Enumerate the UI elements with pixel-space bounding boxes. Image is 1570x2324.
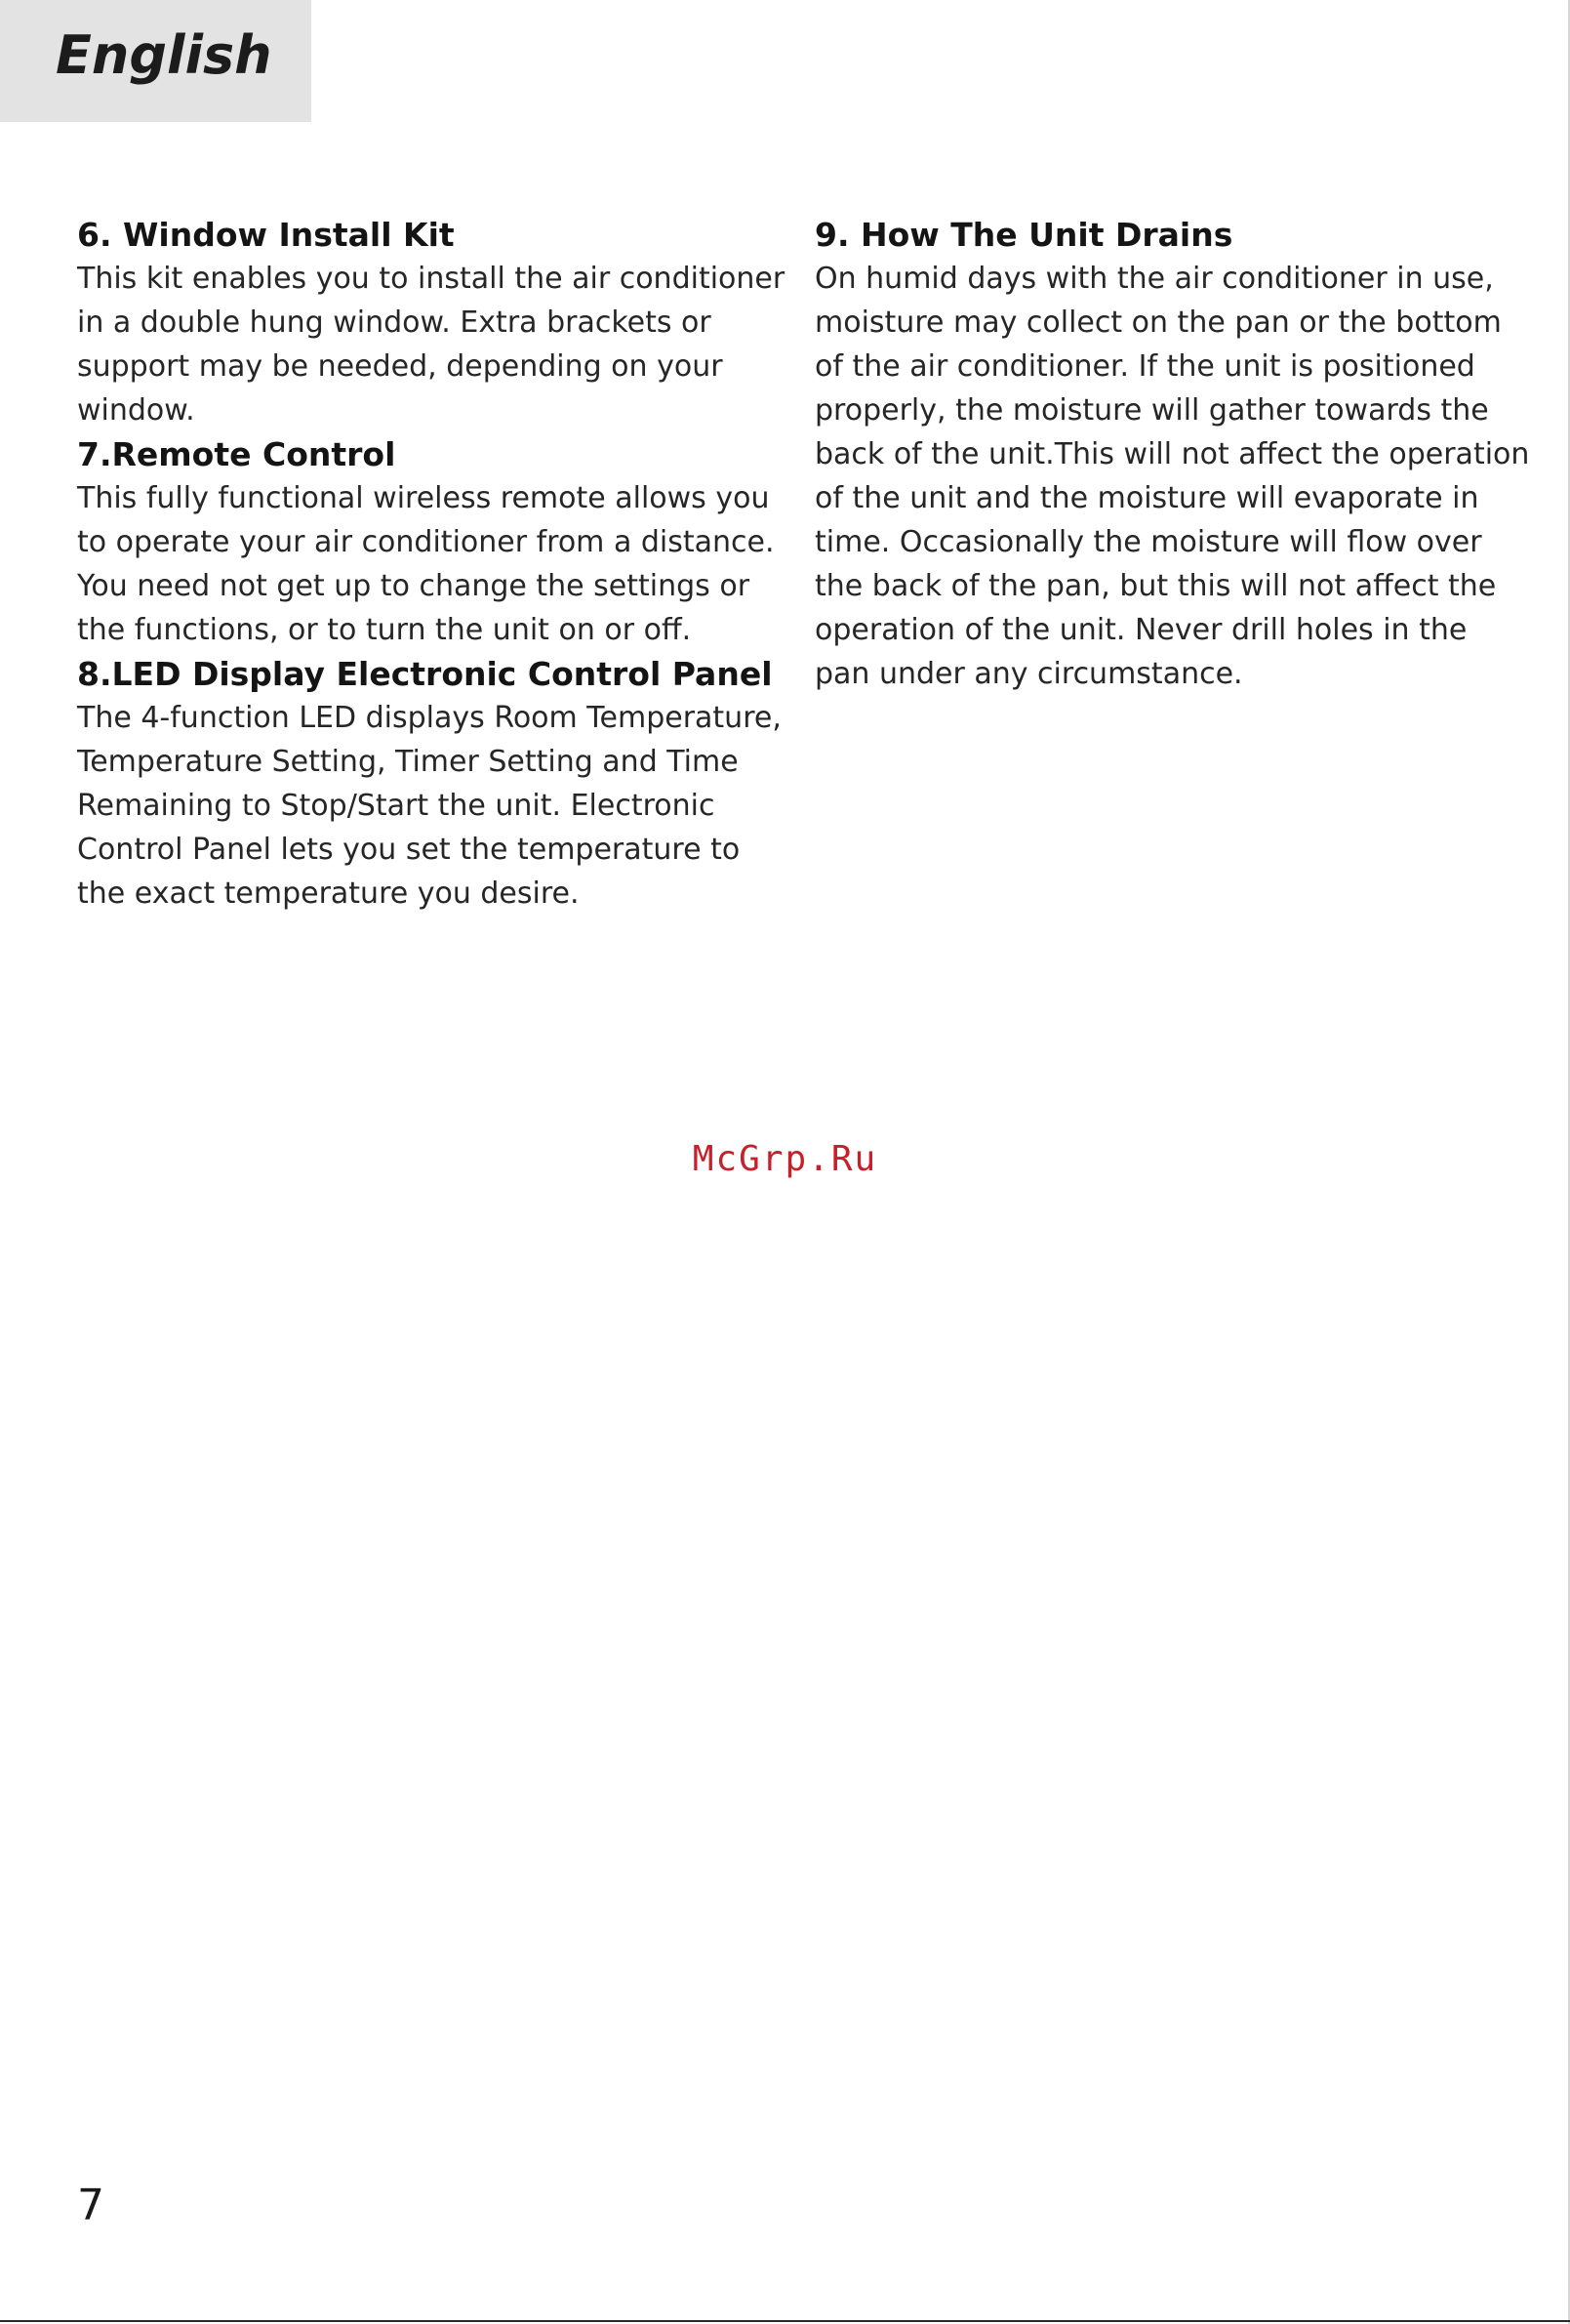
body-line: in a double hung window. Extra brackets or xyxy=(77,306,711,340)
language-tab xyxy=(0,0,311,122)
page-number: 7 xyxy=(77,2181,104,2230)
section-body xyxy=(77,476,775,652)
body-line: properly, the moisture will gather towards the xyxy=(815,393,1489,428)
body-line: On humid days with the air conditioner in use, xyxy=(815,262,1494,296)
section-led-control-panel xyxy=(77,652,782,916)
section-heading: 8.LED Display Electronic Control Panel xyxy=(77,655,773,693)
body-line: You need not get up to change the settings or xyxy=(77,569,750,603)
body-line: The 4-function LED displays Room Temperature, xyxy=(77,701,782,735)
body-line: moisture may collect on the pan or the bottom xyxy=(815,306,1502,340)
body-line: window. xyxy=(77,393,195,428)
body-line: the functions, or to turn the unit on or off. xyxy=(77,613,692,647)
body-line: operation of the unit. Never drill holes in the xyxy=(815,613,1468,647)
body-line: of the air conditioner. If the unit is positioned xyxy=(815,349,1475,384)
body-line: pan under any circumstance. xyxy=(815,657,1243,691)
section-body xyxy=(77,257,785,432)
body-line: to operate your air conditioner from a distance. xyxy=(77,525,775,559)
body-line: Remaining to Stop/Start the unit. Electronic xyxy=(77,789,715,823)
left-column xyxy=(77,213,785,916)
body-line: of the unit and the moisture will evaporate in xyxy=(815,481,1479,515)
body-line: This kit enables you to install the air conditioner xyxy=(77,262,785,296)
section-heading: 7.Remote Control xyxy=(77,435,396,473)
body-line: support may be needed, depending on your xyxy=(77,349,723,384)
body-line: This fully functional wireless remote allows you xyxy=(77,481,770,515)
body-line: the back of the pan, but this will not affect the xyxy=(815,569,1497,603)
section-how-unit-drains xyxy=(815,213,1530,696)
right-column xyxy=(815,213,1530,696)
body-line: the exact temperature you desire. xyxy=(77,877,580,911)
body-line: time. Occasionally the moisture will flow over xyxy=(815,525,1482,559)
section-heading: 9. How The Unit Drains xyxy=(815,216,1233,254)
bottom-divider xyxy=(0,2320,1570,2322)
body-line: back of the unit.This will not affect the operation xyxy=(815,437,1530,471)
watermark-text: McGrp.Ru xyxy=(692,1139,878,1179)
section-heading: 6. Window Install Kit xyxy=(77,216,455,254)
section-body xyxy=(815,257,1530,696)
body-line: Control Panel lets you set the temperature to xyxy=(77,833,741,867)
section-remote-control xyxy=(77,432,775,652)
section-window-install-kit xyxy=(77,213,785,432)
section-body xyxy=(77,696,782,916)
body-line: Temperature Setting, Timer Setting and Time xyxy=(77,745,739,779)
language-label: English xyxy=(56,24,272,86)
